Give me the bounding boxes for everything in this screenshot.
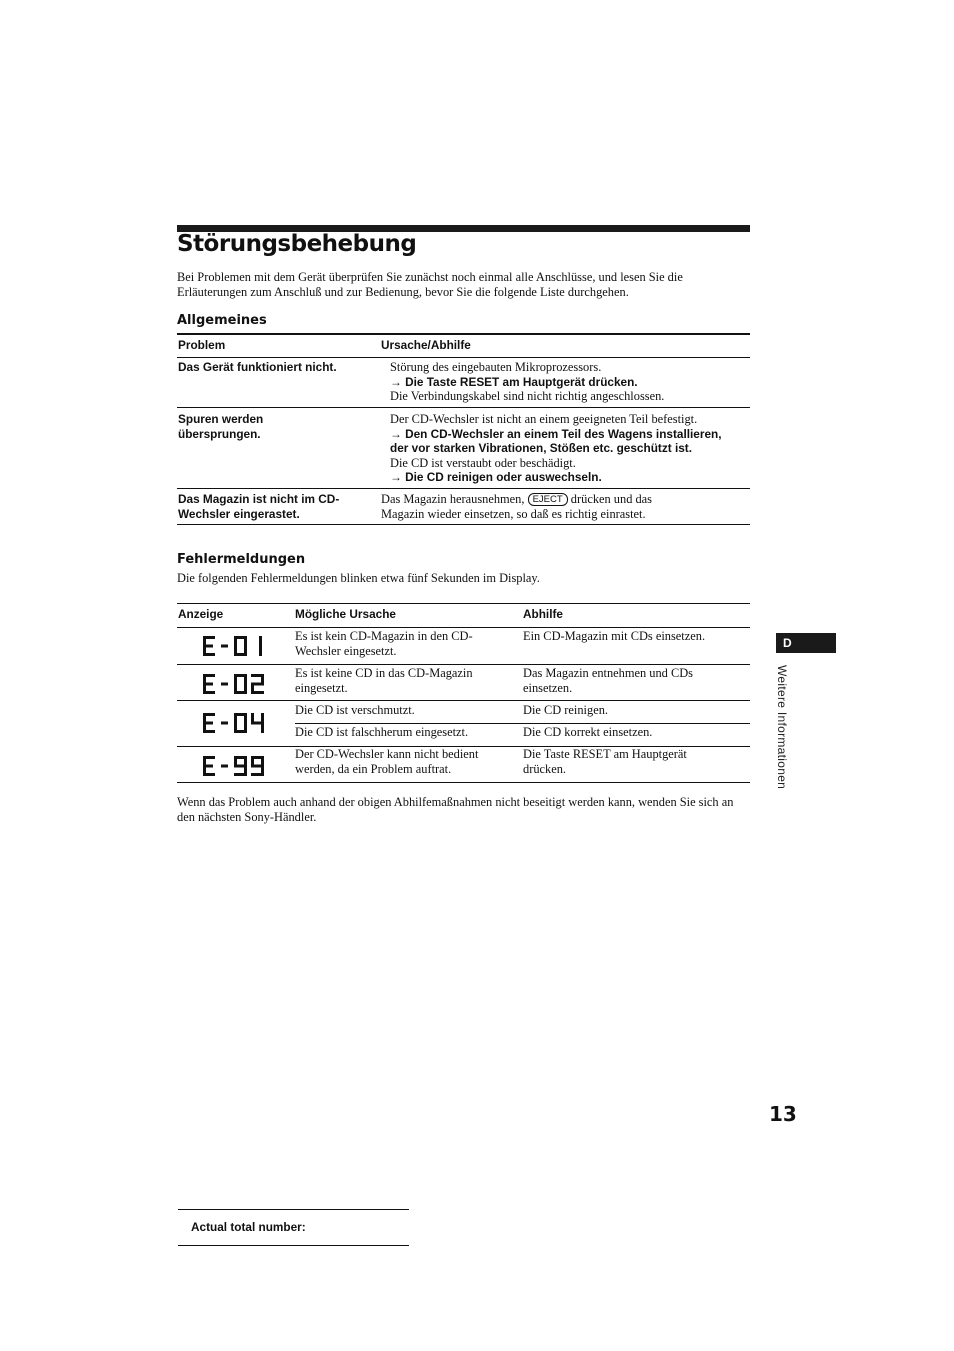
eject-key-icon: EJECT — [528, 493, 568, 506]
error-fix-line: Ein CD-Magazin mit CDs einsetzen. — [523, 629, 706, 643]
display-code-e99 — [200, 754, 270, 778]
cause-3-text: Magazin wieder einsetzen, so daß es richtig einrastet. — [381, 506, 646, 521]
error-cause-e01 — [295, 629, 473, 658]
page-number: 13 — [769, 1102, 797, 1126]
footer-label: Actual total number: — [191, 1220, 306, 1234]
row-divider — [177, 488, 750, 489]
error-fix-line: Die Taste RESET am Hauptgerät — [523, 747, 687, 761]
error-row-divider — [177, 700, 750, 701]
error-cause-line: werden, da ein Problem auftrat. — [295, 761, 452, 776]
error-cause-e02 — [295, 666, 473, 695]
cause-1-line: Die Verbindungskabel sind nicht richtig angeschlossen. — [390, 389, 665, 404]
error-fix-e99 — [523, 747, 687, 776]
general-header-rule — [177, 357, 750, 358]
general-table-top-rule — [177, 333, 750, 335]
error-fix-line: Das Magazin entnehmen und CDs — [523, 666, 693, 680]
error-fix-e02 — [523, 666, 693, 695]
footer-top-rule — [178, 1209, 409, 1210]
cause-3-text: Das Magazin herausnehmen, — [381, 492, 525, 506]
problem-3-line: Das Magazin ist nicht im CD- — [178, 492, 340, 506]
cause-2-remedy: → Die CD reinigen oder auswechseln. — [390, 470, 602, 485]
col-header-display: Anzeige — [178, 607, 224, 621]
problem-2 — [178, 412, 263, 441]
cause-2-line: Die CD ist verstaubt oder beschädigt. — [390, 455, 576, 470]
problem-1: Das Gerät funktioniert nicht. — [178, 360, 337, 374]
problem-2-line: übersprungen. — [178, 426, 261, 441]
section-side-label: Weitere Informationen — [775, 665, 789, 790]
general-heading: Allgemeines — [177, 313, 267, 328]
col-header-remedy: Abhilfe — [523, 607, 563, 621]
errors-header-rule — [177, 627, 750, 628]
error-fix-e04b: Die CD korrekt einsetzen. — [523, 725, 653, 739]
error-cause-e04a: Die CD ist verschmutzt. — [295, 703, 415, 717]
cause-2 — [390, 412, 722, 485]
error-cause-line: eingesetzt. — [295, 680, 348, 695]
general-table-bottom-rule — [177, 524, 750, 525]
errors-heading: Fehlermeldungen — [177, 552, 306, 567]
error-fix-line: einsetzen. — [523, 680, 573, 695]
cause-1-remedy: → Die Taste RESET am Hauptgerät drücken. — [390, 374, 638, 389]
display-code-e01 — [200, 634, 270, 658]
error-cause-line: Es ist kein CD-Magazin in den CD- — [295, 629, 473, 643]
errors-table-top-rule — [177, 603, 750, 604]
language-tab: D — [776, 633, 836, 653]
error-cause-e04b: Die CD ist falschherum eingesetzt. — [295, 725, 469, 739]
errors-intro: Die folgenden Fehlermeldungen blinken etwa fünf Sekunden im Display. — [177, 571, 540, 585]
cause-2-remedy: der vor starken Vibrationen, Stößen etc. geschützt ist. — [390, 441, 692, 456]
intro-paragraph: Bei Problemen mit dem Gerät überprüfen Sie zunächst noch einmal alle Anschlüsse, und lesen Sie die Erläuterungen zum Anschluß und zur Bedienung, bevor Sie die folgende Liste durchgehen. — [177, 270, 683, 299]
error-cause-line: Der CD-Wechsler kann nicht bedient — [295, 747, 479, 761]
cause-3-text: drücken und das — [570, 492, 653, 506]
row-divider — [177, 407, 750, 408]
cause-2-remedy: → Den CD-Wechsler an einem Teil des Wagens installieren, — [390, 426, 722, 441]
col-header-cause: Ursache/Abhilfe — [381, 338, 471, 352]
cause-1 — [390, 360, 664, 404]
col-header-possible-cause: Mögliche Ursache — [295, 607, 396, 621]
error-subrow-divider — [295, 723, 750, 724]
display-code-e04 — [200, 711, 270, 735]
display-code-e02 — [200, 672, 270, 696]
problem-2-line: Spuren werden — [178, 412, 264, 426]
cause-2-line: Der CD-Wechsler ist nicht an einem geeigneten Teil befestigt. — [390, 412, 698, 426]
col-header-problem: Problem — [178, 338, 226, 352]
footer-bottom-rule — [178, 1245, 409, 1246]
page-title: Störungsbehebung — [177, 231, 417, 257]
error-fix-e01 — [523, 629, 705, 644]
error-cause-e99 — [295, 747, 478, 776]
error-fix-line: drücken. — [523, 761, 567, 776]
cause-1-line: Störung des eingebauten Mikroprozessors. — [390, 360, 602, 374]
error-cause-line: Wechsler eingesetzt. — [295, 643, 397, 658]
error-fix-e04a: Die CD reinigen. — [523, 703, 608, 717]
error-cause-line: Es ist keine CD in das CD-Magazin — [295, 666, 473, 680]
problem-3 — [178, 492, 339, 521]
cause-3 — [381, 492, 652, 521]
errors-table-bottom-rule — [177, 782, 750, 783]
error-row-divider — [177, 664, 750, 665]
problem-3-line: Wechsler eingerastet. — [178, 506, 300, 521]
closing-paragraph: Wenn das Problem auch anhand der obigen Abhilfemaßnahmen nicht beseitigt werden kann, wenden Sie sich an den nächsten Sony-Händler. — [177, 795, 734, 824]
